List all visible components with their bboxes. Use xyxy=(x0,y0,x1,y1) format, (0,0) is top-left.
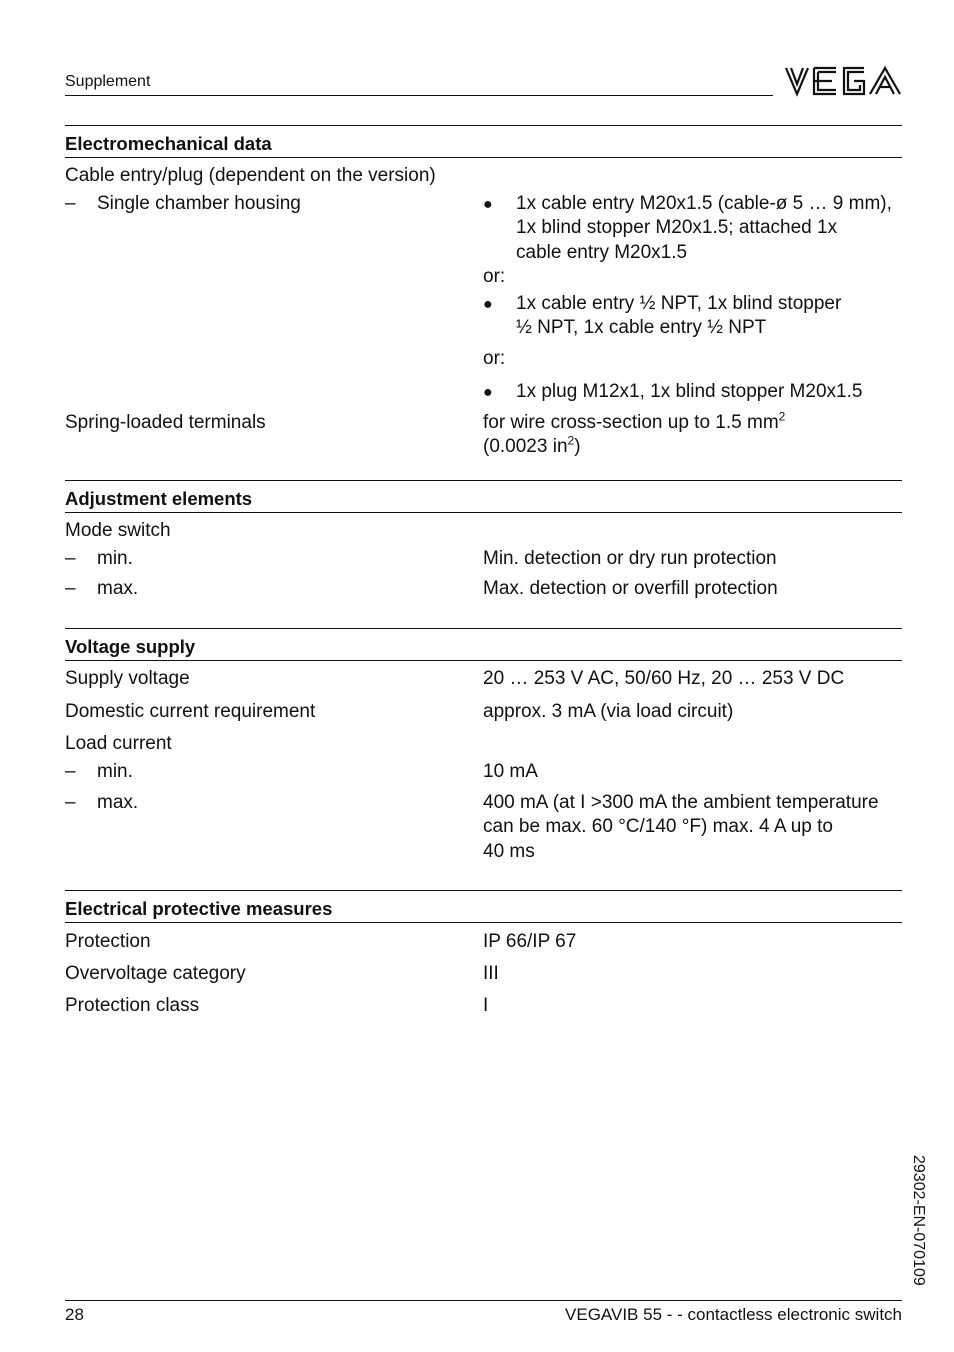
mode-max-label: max. xyxy=(97,578,139,599)
or-text: or: xyxy=(483,348,506,369)
superscript: 2 xyxy=(567,433,575,448)
section-rule-bottom xyxy=(65,157,902,158)
cable-entry-label: Cable entry/plug (dependent on the version) xyxy=(65,165,436,186)
section-rule-top xyxy=(65,628,902,629)
bullet-icon: ● xyxy=(483,196,493,213)
dash-marker: – xyxy=(65,193,76,214)
section-title-electromechanical: Electromechanical data xyxy=(65,133,272,154)
bullet1-line2: 1x blind stopper M20x1.5; attached 1x xyxy=(516,217,838,238)
overvoltage-label: Overvoltage category xyxy=(65,963,246,984)
spring-terminals-value-line1 xyxy=(483,411,785,435)
footer-rule xyxy=(65,1300,902,1301)
running-header: Supplement xyxy=(65,73,151,90)
section-rule-top xyxy=(65,480,902,481)
load-max-value-line2: can be max. 60 °C/140 °F) max. 4 A up to xyxy=(483,816,833,837)
protection-class-value: I xyxy=(483,995,489,1016)
bullet-icon: ● xyxy=(483,296,493,313)
spring-terminals-value-line2 xyxy=(483,435,581,459)
header-rule xyxy=(65,95,773,96)
spring-value-text: for wire cross-section up to 1.5 mm xyxy=(483,412,779,433)
single-chamber-label: Single chamber housing xyxy=(97,193,301,214)
dash-marker: – xyxy=(65,761,76,782)
bullet1-line1: 1x cable entry M20x1.5 (cable-ø 5 … 9 mm), xyxy=(516,193,892,214)
footer-product-title: VEGAVIB 55 - - contactless electronic switch xyxy=(565,1305,902,1324)
document-number: 29302-EN-070109 xyxy=(910,1155,927,1286)
or-text: or: xyxy=(483,266,506,287)
spring-value-text: ) xyxy=(574,436,581,457)
spring-value-text: (0.0023 in xyxy=(483,436,568,457)
protection-value: IP 66/IP 67 xyxy=(483,931,577,952)
load-max-value-line3: 40 ms xyxy=(483,841,535,862)
section-title-adjustment: Adjustment elements xyxy=(65,488,253,509)
supply-voltage-value: 20 … 253 V AC, 50/60 Hz, 20 … 253 V DC xyxy=(483,668,845,689)
superscript: 2 xyxy=(778,409,786,424)
domestic-current-value: approx. 3 mA (via load circuit) xyxy=(483,701,734,722)
mode-min-label: min. xyxy=(97,548,133,569)
section-rule-top xyxy=(65,890,902,891)
vega-logo xyxy=(784,64,902,98)
protection-class-label: Protection class xyxy=(65,995,200,1016)
spring-terminals-label: Spring-loaded terminals xyxy=(65,412,266,433)
dash-marker: – xyxy=(65,548,76,569)
bullet2-line2: ½ NPT, 1x cable entry ½ NPT xyxy=(516,317,767,338)
bullet3-line: 1x plug M12x1, 1x blind stopper M20x1.5 xyxy=(516,381,863,402)
bullet1-line3: cable entry M20x1.5 xyxy=(516,242,688,263)
load-max-label: max. xyxy=(97,792,139,813)
dash-marker: – xyxy=(65,578,76,599)
mode-switch-label: Mode switch xyxy=(65,520,171,541)
bullet2-line1: 1x cable entry ½ NPT, 1x blind stopper xyxy=(516,293,842,314)
load-current-label: Load current xyxy=(65,733,172,754)
mode-max-value: Max. detection or overfill protection xyxy=(483,578,778,599)
overvoltage-value: III xyxy=(483,963,499,984)
mode-min-value: Min. detection or dry run protection xyxy=(483,548,777,569)
section-rule-bottom xyxy=(65,660,902,661)
section-rule-bottom xyxy=(65,512,902,513)
section-rule-bottom xyxy=(65,922,902,923)
supply-voltage-label: Supply voltage xyxy=(65,668,190,689)
section-title-voltage: Voltage supply xyxy=(65,636,196,657)
load-max-value-line1: 400 mA (at I >300 mA the ambient temperature xyxy=(483,792,879,813)
protection-label: Protection xyxy=(65,931,151,952)
load-min-label: min. xyxy=(97,761,133,782)
section-title-protective: Electrical protective measures xyxy=(65,898,333,919)
load-min-value: 10 mA xyxy=(483,761,538,782)
section-rule-top xyxy=(65,125,902,126)
page-number: 28 xyxy=(65,1305,84,1324)
domestic-current-label: Domestic current requirement xyxy=(65,701,316,722)
dash-marker: – xyxy=(65,792,76,813)
bullet-icon: ● xyxy=(483,384,493,401)
